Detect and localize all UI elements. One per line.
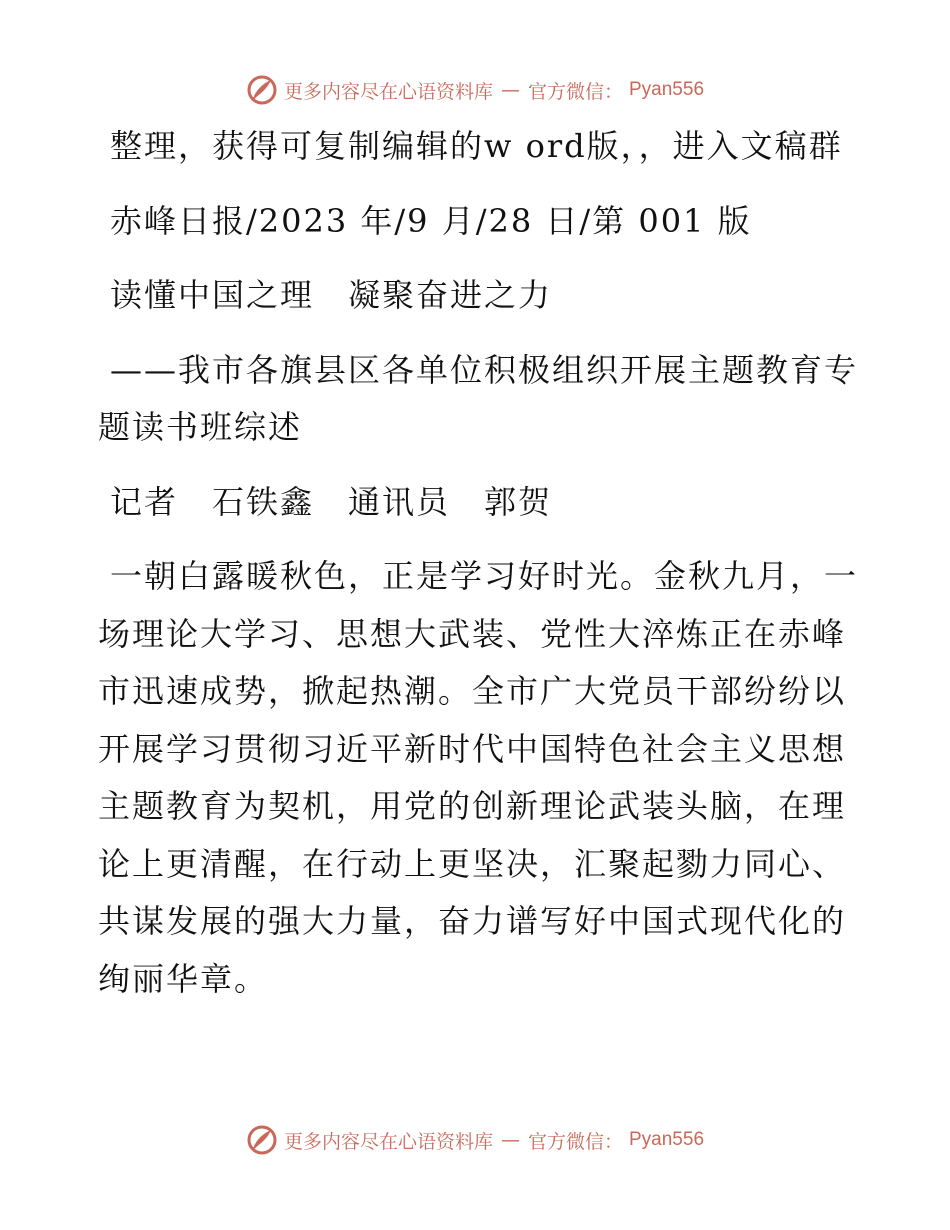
feather-circle-logo-icon [246,1124,278,1156]
watermark-banner [246,1124,704,1156]
source-line: 赤峰日报/2023 年/9 月/28 日/第 001 版 [110,201,752,240]
watermark-text: 更多内容尽在心语资料库 [283,80,493,103]
document-body [98,118,868,1025]
byline: 记者 石铁鑫 通讯员 郭贺 [110,482,553,521]
body-paragraph: 一朝白露暖秋色，正是学习好时光。金秋九月，一场理论大学习、思想大武装、党性大淬炼正在赤峰市迅速成势，掀起热潮。全市广大党员干部纷纷以开展学习贯彻习近平新时代中国特色社会主义思想主题教育为契机，用党的创新理论武装头脑，在理论上更清醒，在行动上更坚决，汇聚起勠力同心、共谋发展的强大力量，奋力谱写好中国式现代化的绚丽华章。 [98,557,859,998]
header-watermark [0,70,950,110]
watermark-text: 更多内容尽在心语资料库 [283,1130,493,1153]
watermark-wechat-id: Pyan556 [629,1129,705,1150]
subheadline: ——我市各旗县区各单位积极组织开展主题教育专题读书班综述 [98,350,859,446]
intro-line: 整理，获得可复制编辑的w ord版，，进入文稿群 [110,127,843,165]
headline: 读懂中国之理 凝聚奋进之力 [110,276,553,314]
watermark-banner [246,74,704,106]
watermark-wechat-label: 官方微信： [527,1130,623,1153]
watermark-dash: — [500,79,520,101]
watermark-dash: — [500,1129,520,1151]
footer-watermark [0,1120,950,1160]
watermark-wechat-label: 官方微信： [527,80,623,103]
feather-circle-logo-icon [246,74,278,106]
watermark-wechat-id: Pyan556 [629,79,705,100]
